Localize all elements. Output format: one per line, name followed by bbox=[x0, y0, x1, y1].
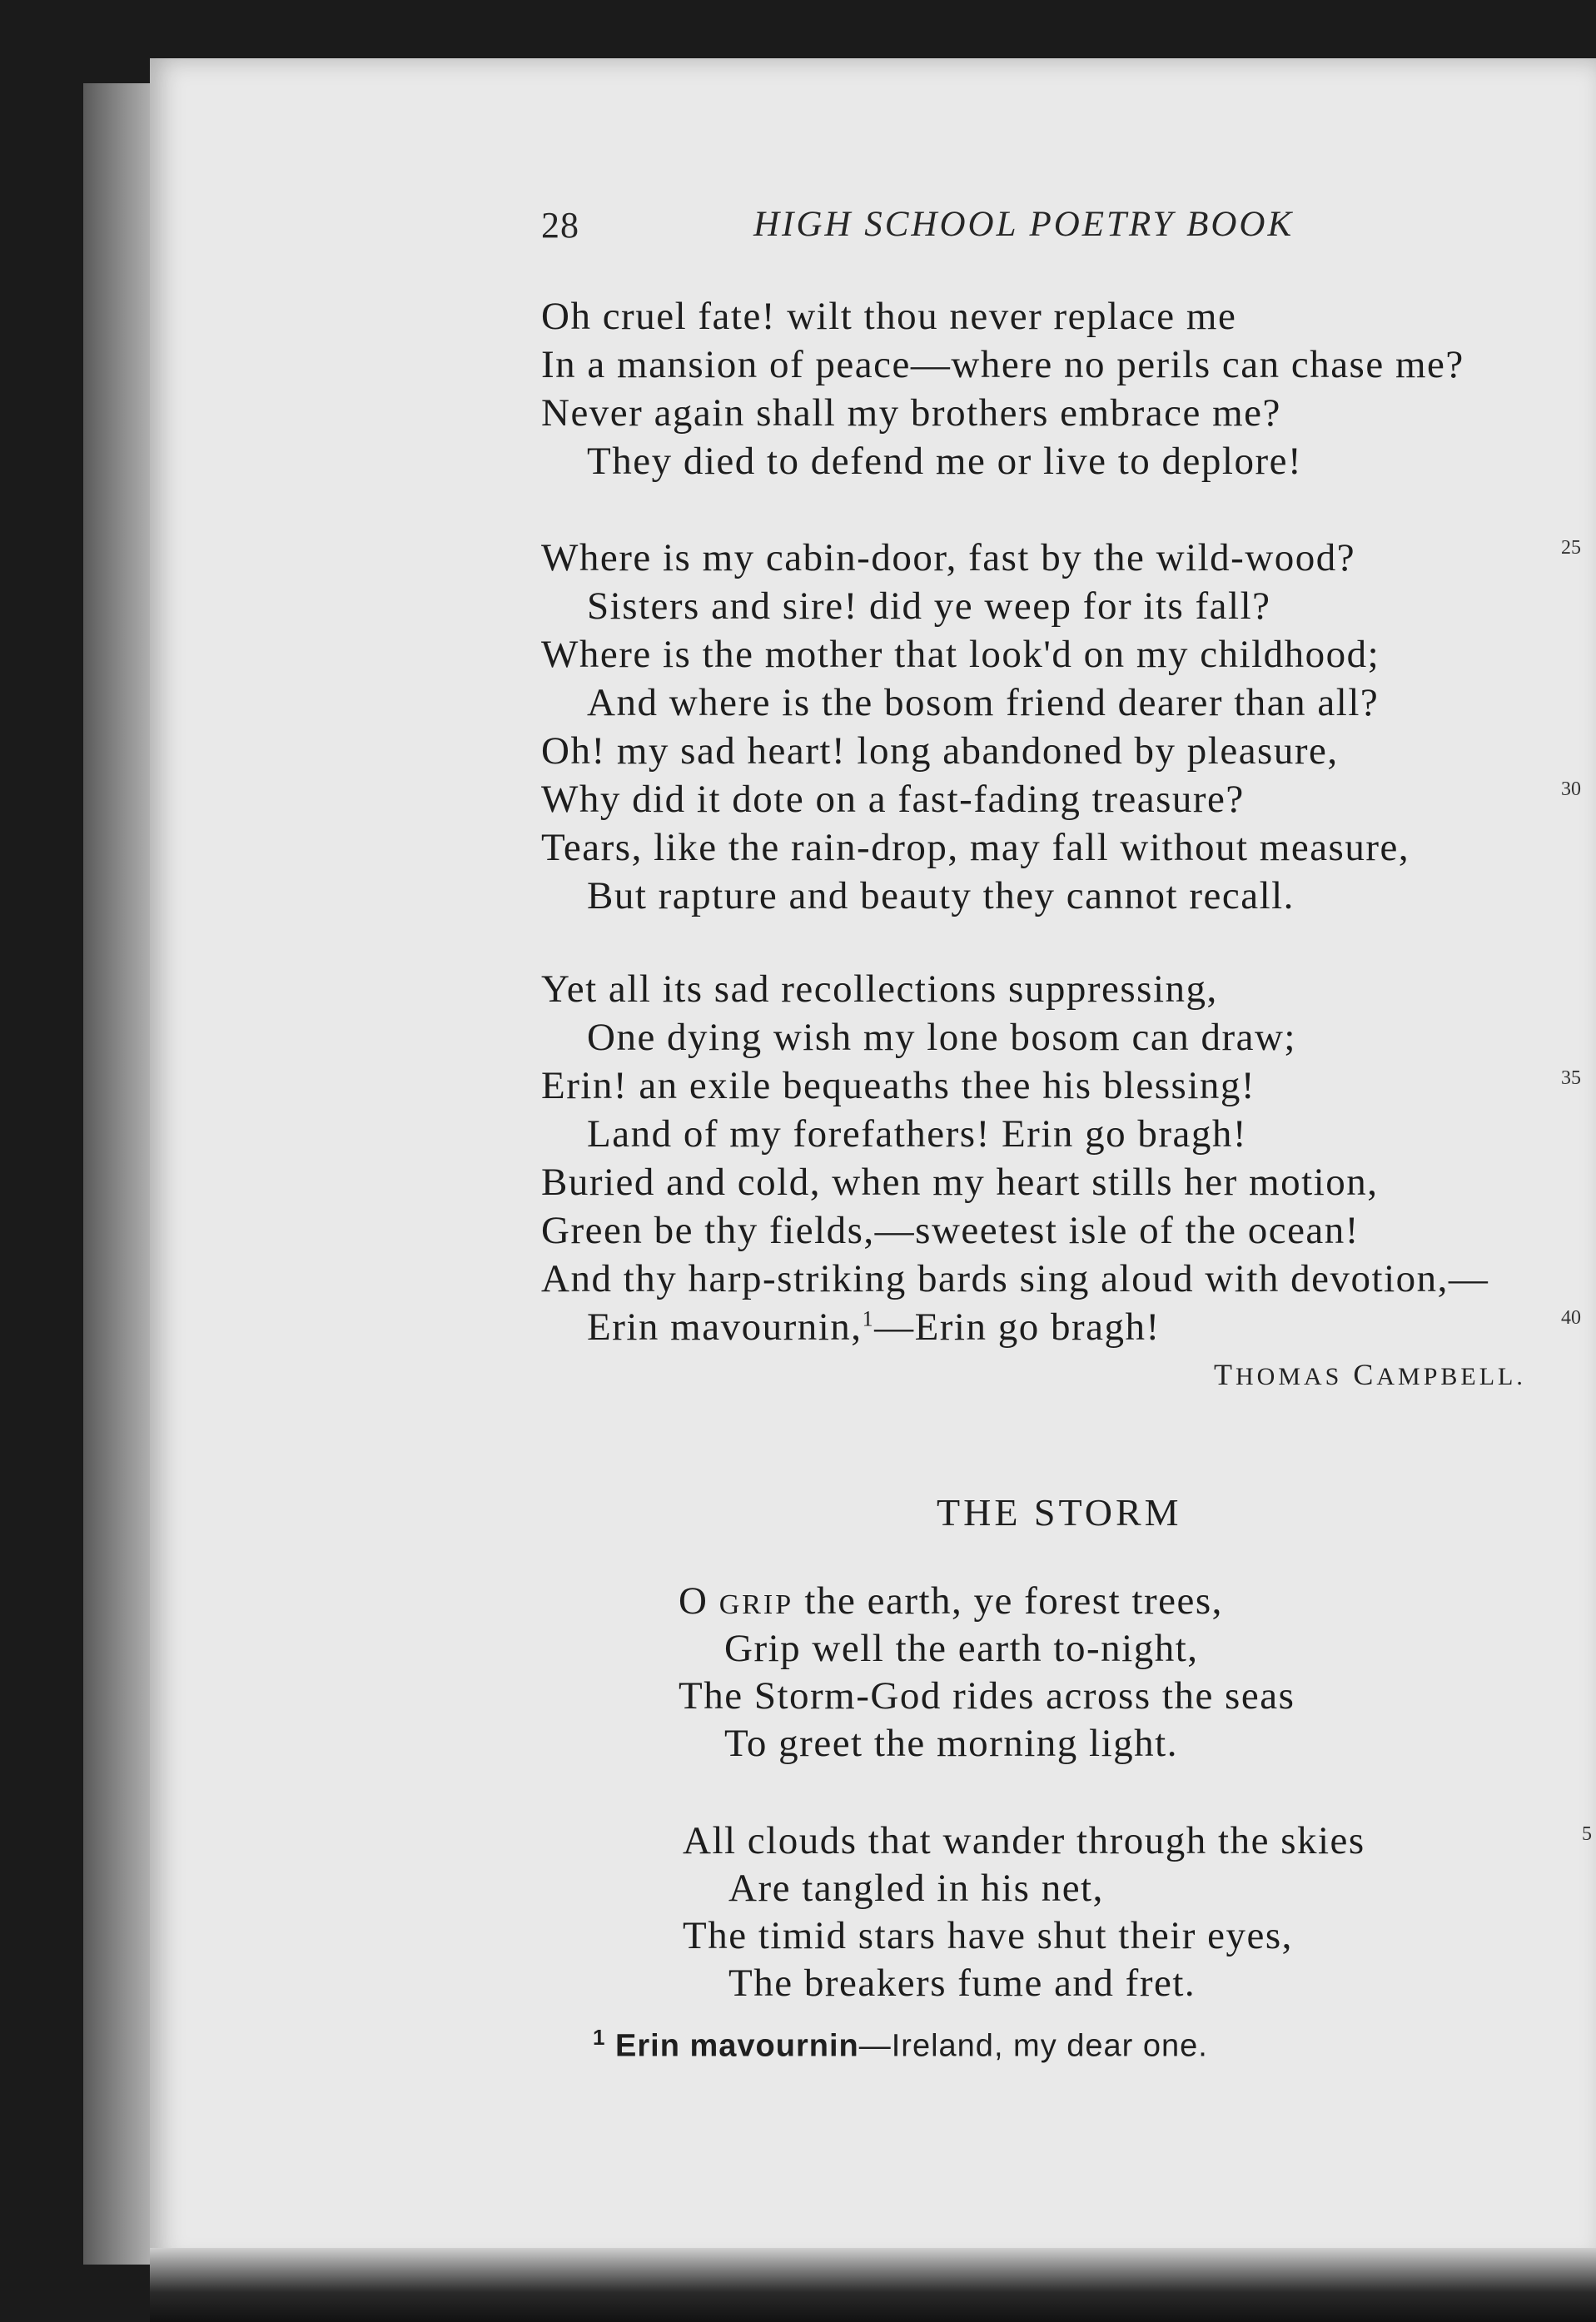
page-number: 28 bbox=[541, 205, 579, 246]
poem-line: Green be thy fields,—sweetest isle of the ocean! bbox=[541, 1209, 1360, 1252]
poem-line: Buried and cold, when my heart stills her motion, bbox=[541, 1161, 1379, 1204]
poem-line: The Storm-God rides across the seas bbox=[679, 1674, 1295, 1718]
footnote-reference: 1 bbox=[862, 1306, 875, 1331]
poem-line: The timid stars have shut their eyes, bbox=[683, 1914, 1293, 1957]
poem-line: And thy harp-striking bards sing aloud with devotion,— bbox=[541, 1257, 1489, 1300]
poem-line: Sisters and sire! did ye weep for its fall? bbox=[587, 584, 1271, 628]
footnote-definition: —Ireland, my dear one. bbox=[858, 2028, 1208, 2064]
poem-line-part: O bbox=[679, 1579, 719, 1623]
poem-author bbox=[1214, 1357, 1526, 1392]
author-name-part: HOMAS bbox=[1236, 1363, 1343, 1390]
line-number: 40 bbox=[1561, 1307, 1581, 1329]
poem-line: Where is my cabin-door, fast by the wild-wood? bbox=[541, 536, 1356, 579]
poem-line bbox=[679, 1578, 1223, 1628]
author-initial: C bbox=[1353, 1358, 1377, 1391]
poem-line: Are tangled in his net, bbox=[728, 1867, 1104, 1910]
poem-line: One dying wish my lone bosom can draw; bbox=[587, 1016, 1296, 1059]
footnote bbox=[593, 2025, 1208, 2065]
line-number: 25 bbox=[1561, 537, 1581, 559]
poem-line: Oh! my sad heart! long abandoned by pleasure, bbox=[541, 729, 1339, 773]
author-name-part: AMPBELL. bbox=[1376, 1363, 1526, 1390]
poem-line: Why did it dote on a fast-fading treasure? bbox=[541, 778, 1245, 821]
poem-line: Tears, like the rain-drop, may fall without measure, bbox=[541, 826, 1410, 869]
line-number: 30 bbox=[1561, 778, 1581, 800]
running-head: HIGH SCHOOL POETRY BOOK bbox=[753, 205, 1295, 244]
poem-line: Yet all its sad recollections suppressing, bbox=[541, 967, 1218, 1011]
poem-line-part: the earth, ye forest trees, bbox=[793, 1579, 1223, 1623]
poem-line-part: —Erin go bragh! bbox=[874, 1305, 1161, 1349]
poem-line: All clouds that wander through the skies bbox=[683, 1819, 1365, 1862]
page-bottom-shadow bbox=[150, 2248, 1596, 2322]
poem-line: Oh cruel fate! wilt thou never replace me bbox=[541, 295, 1237, 338]
poem-line-part: Erin mavournin, bbox=[587, 1305, 863, 1349]
poem-line: Land of my forefathers! Erin go bragh! bbox=[587, 1112, 1248, 1156]
footnote-mark: 1 bbox=[593, 2025, 606, 2050]
poem-line: Never again shall my brothers embrace me? bbox=[541, 391, 1281, 435]
footnote-term: Erin mavournin bbox=[615, 2028, 859, 2064]
poem-title: THE STORM bbox=[937, 1491, 1182, 1534]
poem-line: In a mansion of peace—where no perils can chase me? bbox=[541, 343, 1464, 386]
poem-line: The breakers fume and fret. bbox=[728, 1962, 1196, 2005]
page-header bbox=[541, 204, 1596, 254]
author-initial: T bbox=[1214, 1358, 1236, 1391]
line-number: 35 bbox=[1561, 1067, 1581, 1089]
poem-line: Erin! an exile bequeaths thee his blessing! bbox=[541, 1064, 1256, 1107]
line-number: 5 bbox=[1582, 1823, 1592, 1845]
poem-line: And where is the bosom friend dearer than all? bbox=[587, 681, 1380, 724]
poem-line bbox=[587, 1304, 1161, 1350]
poem-line: Where is the mother that look'd on my childhood; bbox=[541, 633, 1380, 676]
poem-line: But rapture and beauty they cannot recall. bbox=[587, 874, 1295, 917]
poem-line: To greet the morning light. bbox=[724, 1722, 1178, 1765]
poem-line-part: GRIP bbox=[718, 1589, 794, 1620]
poem-line: They died to defend me or live to deplore! bbox=[587, 440, 1303, 483]
poem-line: Grip well the earth to-night, bbox=[724, 1627, 1199, 1670]
